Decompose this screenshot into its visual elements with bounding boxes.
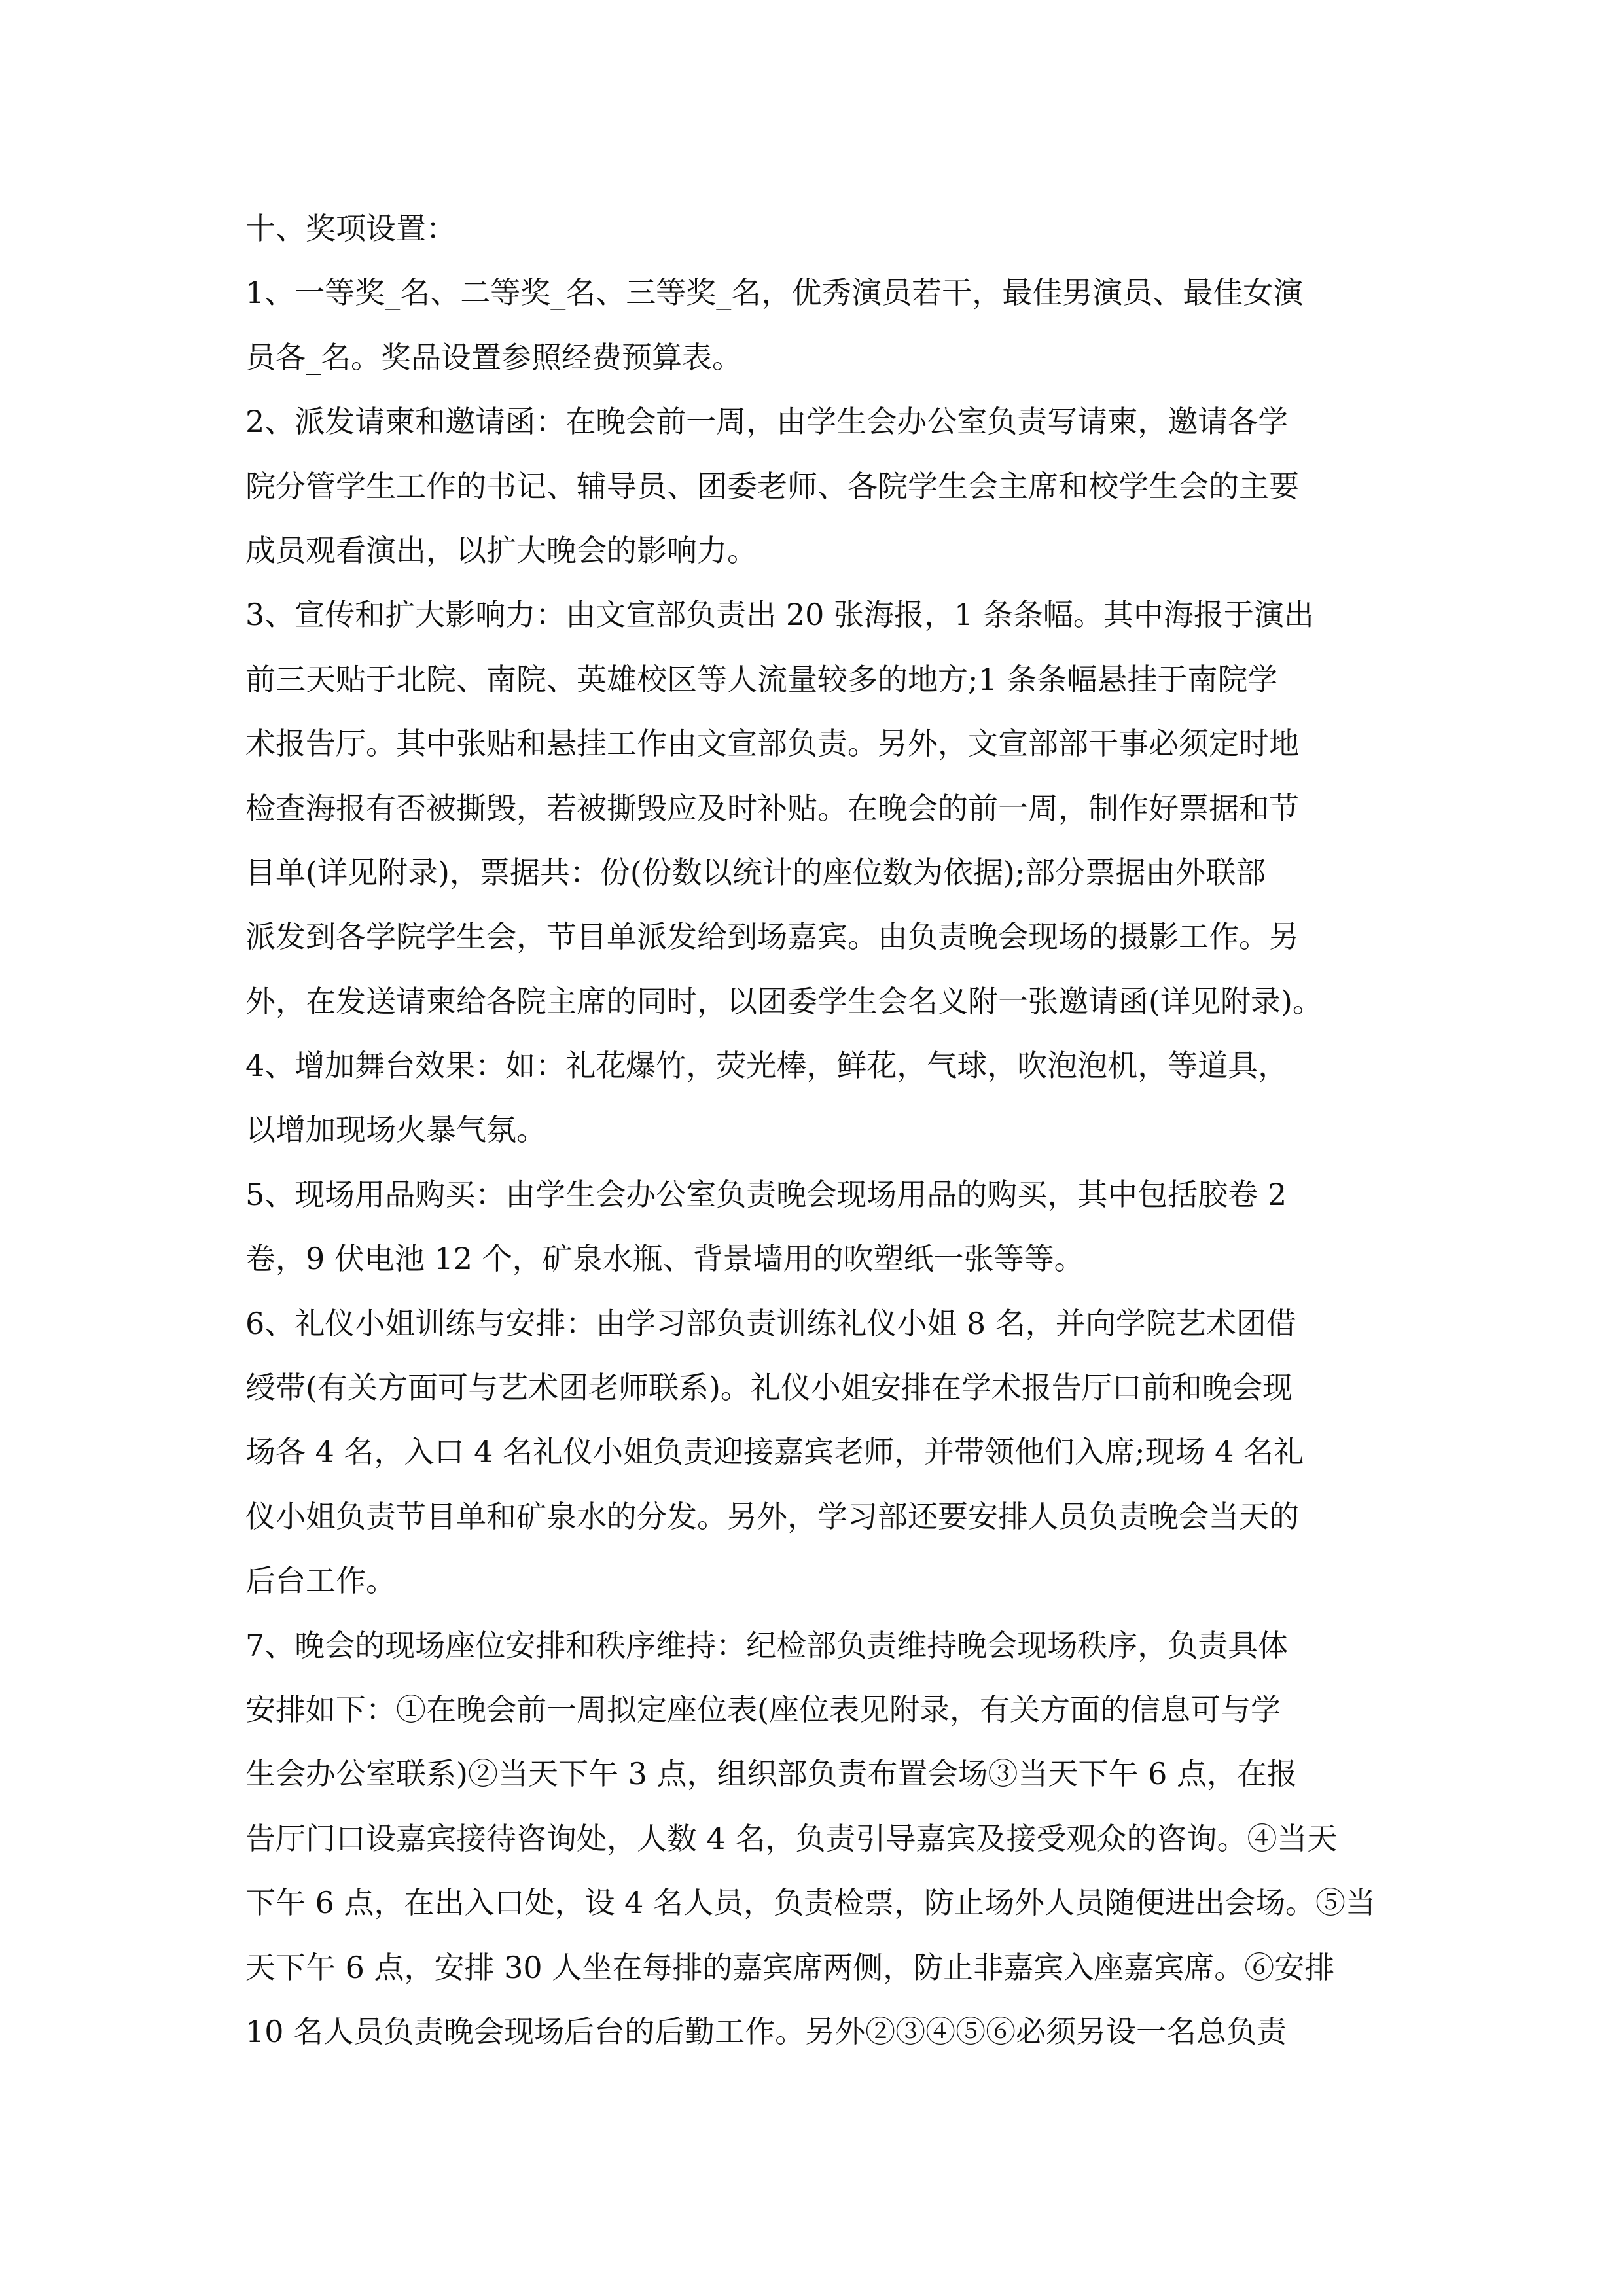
paragraph-line: 7、晚会的现场座位安排和秩序维持：纪检部负责维持晚会现场秩序，负责具体 (245, 1627, 1289, 1663)
paragraph-line: 成员观看演出，以扩大晚会的影响力。 (245, 532, 757, 568)
document-body (245, 196, 1384, 2064)
paragraph-line: 目单(详见附录)，票据共：份(份数以统计的座位数为依据);部分票据由外联部 (245, 854, 1266, 890)
paragraph-line: 员各_名。奖品设置参照经费预算表。 (245, 339, 742, 375)
paragraph-line: 3、宣传和扩大影响力：由文宣部负责出 20 张海报，1 条条幅。其中海报于演出 (245, 597, 1314, 633)
paragraph-line: 4、增加舞台效果：如：礼花爆竹，荧光棒，鲜花，气球，吹泡泡机，等道具， (245, 1048, 1289, 1084)
paragraph-line: 术报告厅。其中张贴和悬挂工作由文宣部负责。另外，文宣部部干事必须定时地 (245, 726, 1299, 762)
paragraph-line: 外，在发送请柬给各院主席的同时，以团委学生会名义附一张邀请函(详见附录)。 (245, 983, 1323, 1019)
paragraph-line: 派发到各学院学生会，节目单派发给到场嘉宾。由负责晚会现场的摄影工作。另 (245, 919, 1299, 955)
paragraph-line: 5、现场用品购买：由学生会办公室负责晚会现场用品的购买，其中包括胶卷 2 (245, 1176, 1287, 1212)
paragraph-line: 场各 4 名，入口 4 名礼仪小姐负责迎接嘉宾老师，并带领他们入席;现场 4 名礼 (245, 1434, 1304, 1470)
paragraph-line: 前三天贴于北院、南院、英雄校区等人流量较多的地方;1 条条幅悬挂于南院学 (245, 661, 1278, 697)
paragraph-line: 生会办公室联系)②当天下午 3 点，组织部负责布置会场③当天下午 6 点，在报 (245, 1756, 1297, 1792)
paragraph-line: 告厅门口设嘉宾接待咨询处，人数 4 名，负责引导嘉宾及接受观众的咨询。④当天 (245, 1820, 1338, 1856)
paragraph-line: 检查海报有否被撕毁，若被撕毁应及时补贴。在晚会的前一周，制作好票据和节 (245, 790, 1299, 826)
paragraph-line: 2、派发请柬和邀请函：在晚会前一周，由学生会办公室负责写请柬，邀请各学 (245, 404, 1289, 440)
section-heading: 十、奖项设置： (245, 211, 456, 246)
paragraph-line: 卷，9 伏电池 12 个，矿泉水瓶、背景墙用的吹塑纸一张等等。 (245, 1241, 1084, 1277)
paragraph-line: 仪小姐负责节目单和矿泉水的分发。另外，学习部还要安排人员负责晚会当天的 (245, 1498, 1299, 1534)
paragraph-line: 院分管学生工作的书记、辅导员、团委老师、各院学生会主席和校学生会的主要 (245, 468, 1299, 504)
paragraph-line: 6、礼仪小姐训练与安排：由学习部负责训练礼仪小姐 8 名，并向学院艺术团借 (245, 1305, 1296, 1341)
paragraph-line: 以增加现场火暴气氛。 (245, 1112, 546, 1148)
paragraph-line: 1、一等奖_名、二等奖_名、三等奖_名，优秀演员若干，最佳男演员、最佳女演 (245, 275, 1304, 311)
paragraph-line: 下午 6 点，在出入口处，设 4 名人员，负责检票，防止场外人员随便进出会场。⑤当 (245, 1885, 1376, 1921)
paragraph-line: 10 名人员负责晚会现场后台的后勤工作。另外②③④⑤⑥必须另设一名总负责 (245, 2013, 1287, 2049)
paragraph-line: 绶带(有关方面可与艺术团老师联系)。礼仪小姐安排在学术报告厅口前和晚会现 (245, 1370, 1293, 1406)
paragraph-line: 安排如下：①在晚会前一周拟定座位表(座位表见附录，有关方面的信息可与学 (245, 1691, 1281, 1727)
paragraph-line: 天下午 6 点，安排 30 人坐在每排的嘉宾席两侧，防止非嘉宾入座嘉宾席。⑥安排 (245, 1949, 1335, 1985)
paragraph-line: 后台工作。 (245, 1563, 396, 1599)
